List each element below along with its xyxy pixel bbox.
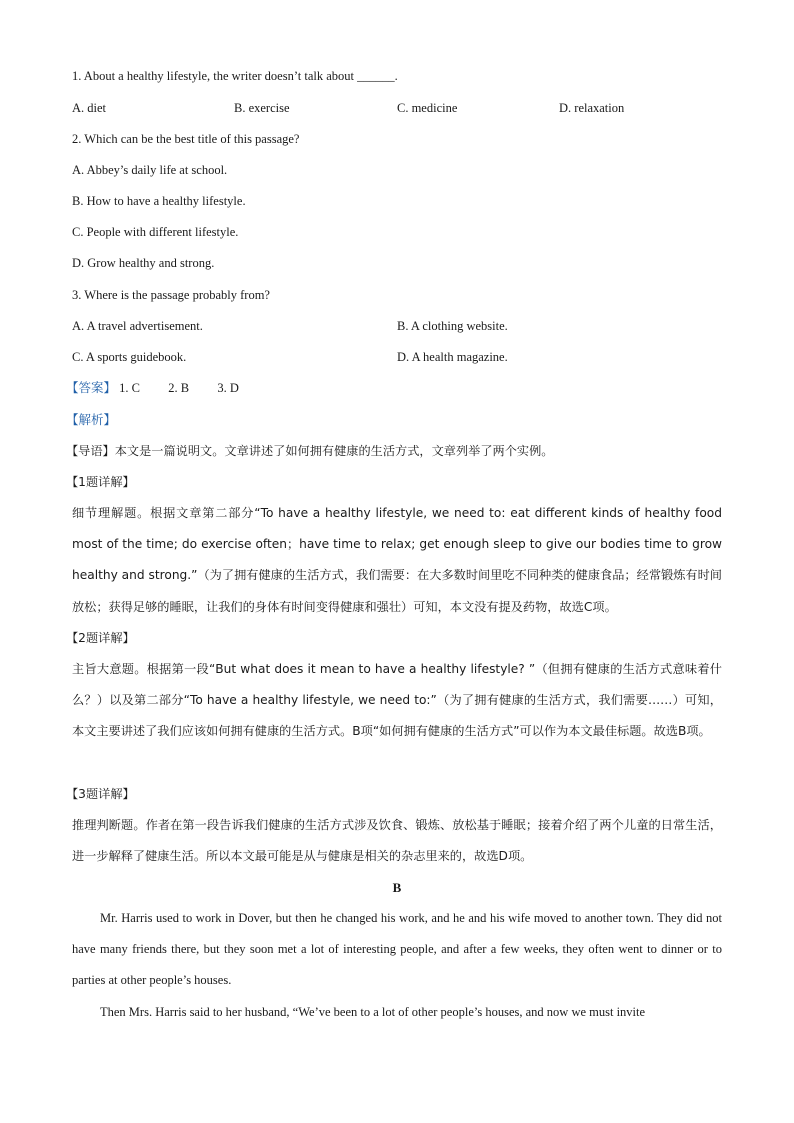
section-b-paragraph-1: Mr. Harris used to work in Dover, but then he changed his work, and he and his wife moved to another town. They did not have many friends there, but they soon met a lot of interesting people, and after a few weeks, they often went to dinner or to parties at other people’s houses. (72, 911, 722, 988)
guide-tag: 【导语】 (66, 444, 115, 458)
question-1-option-a: A. diet (72, 101, 107, 115)
detail-2-tag: 【2题详解】 (66, 631, 135, 645)
answer-3: 3. D (217, 381, 239, 395)
section-b-heading: B (392, 880, 402, 895)
detail-3-tag: 【3题详解】 (66, 787, 135, 801)
question-2-stem: 2. Which can be the best title of this passage? (72, 132, 300, 146)
guide-text: 本文是一篇说明文。文章讲述了如何拥有健康的生活方式，文章列举了两个实例。 (114, 444, 554, 458)
section-b-paragraph-2: Then Mrs. Harris said to her husband, “We’ve been to a lot of other people’s houses, and now we must invite (100, 1005, 646, 1019)
guide-line (66, 441, 554, 461)
question-1-option-c: C. medicine (397, 101, 458, 115)
detail-3-text: 推理判断题。作者在第一段告诉我们健康的生活方式涉及饮食、锻炼、放松基于睡眠；接着介绍了两个儿童的日常生活，进一步解释了健康生活。所以本文最可能是从与健康是相关的杂志里来的，故选D项。 (72, 818, 722, 864)
analysis-tag: 【解析】 (66, 412, 117, 427)
answer-line (66, 378, 239, 398)
question-3-option-a: A. A travel advertisement. (72, 319, 203, 333)
question-2-option-a: A. Abbey’s daily life at school. (72, 163, 228, 177)
answer-1: 1. C (119, 381, 140, 395)
question-3-option-c: C. A sports guidebook. (72, 350, 187, 364)
question-2-option-b: B. How to have a healthy lifestyle. (72, 194, 246, 208)
detail-2-text: 主旨大意题。根据第一段“But what does it mean to have a healthy lifestyle? ”（但拥有健康的生活方式意味着什么？）以及第二部分“To have a healthy lifestyle, we need to:”（为了拥有健康的生活方式，我们需要……）可知，本文主要讲述了我们应该如何拥有健康的生活方式。B项“如何拥有健康的生活方式”可以作为本文最佳标题。故选B项。 (72, 662, 722, 739)
detail-1-tag: 【1题详解】 (66, 475, 135, 489)
question-2-option-d: D. Grow healthy and strong. (72, 256, 215, 270)
question-3-option-b: B. A clothing website. (397, 319, 508, 333)
answer-2: 2. B (168, 381, 190, 395)
question-3-option-d: D. A health magazine. (397, 350, 508, 364)
detail-1-text: 细节理解题。根据文章第二部分“To have a healthy lifestyle, we need to: eat different kinds of healthy food most of the time; do exercise often；have time to relax; get enough sleep to give our bodies time to grow healthy and strong.”（为了拥有健康的生活方式，我们需要：在大多数时间里吃不同种类的健康食品；经常锻炼有时间放松；获得足够的睡眠，让我们的身体有时间变得健康和强壮）可知，本文没有提及药物，故选C项。 (72, 506, 722, 614)
question-1-option-b: B. exercise (234, 101, 290, 115)
question-2-option-c: C. People with different lifestyle. (72, 225, 239, 239)
answer-tag: 【答案】 (66, 380, 117, 395)
question-3-stem: 3. Where is the passage probably from? (72, 288, 270, 302)
question-1-option-d: D. relaxation (559, 101, 625, 115)
question-1-stem: 1. About a healthy lifestyle, the writer doesn’t talk about ______. (72, 69, 398, 83)
